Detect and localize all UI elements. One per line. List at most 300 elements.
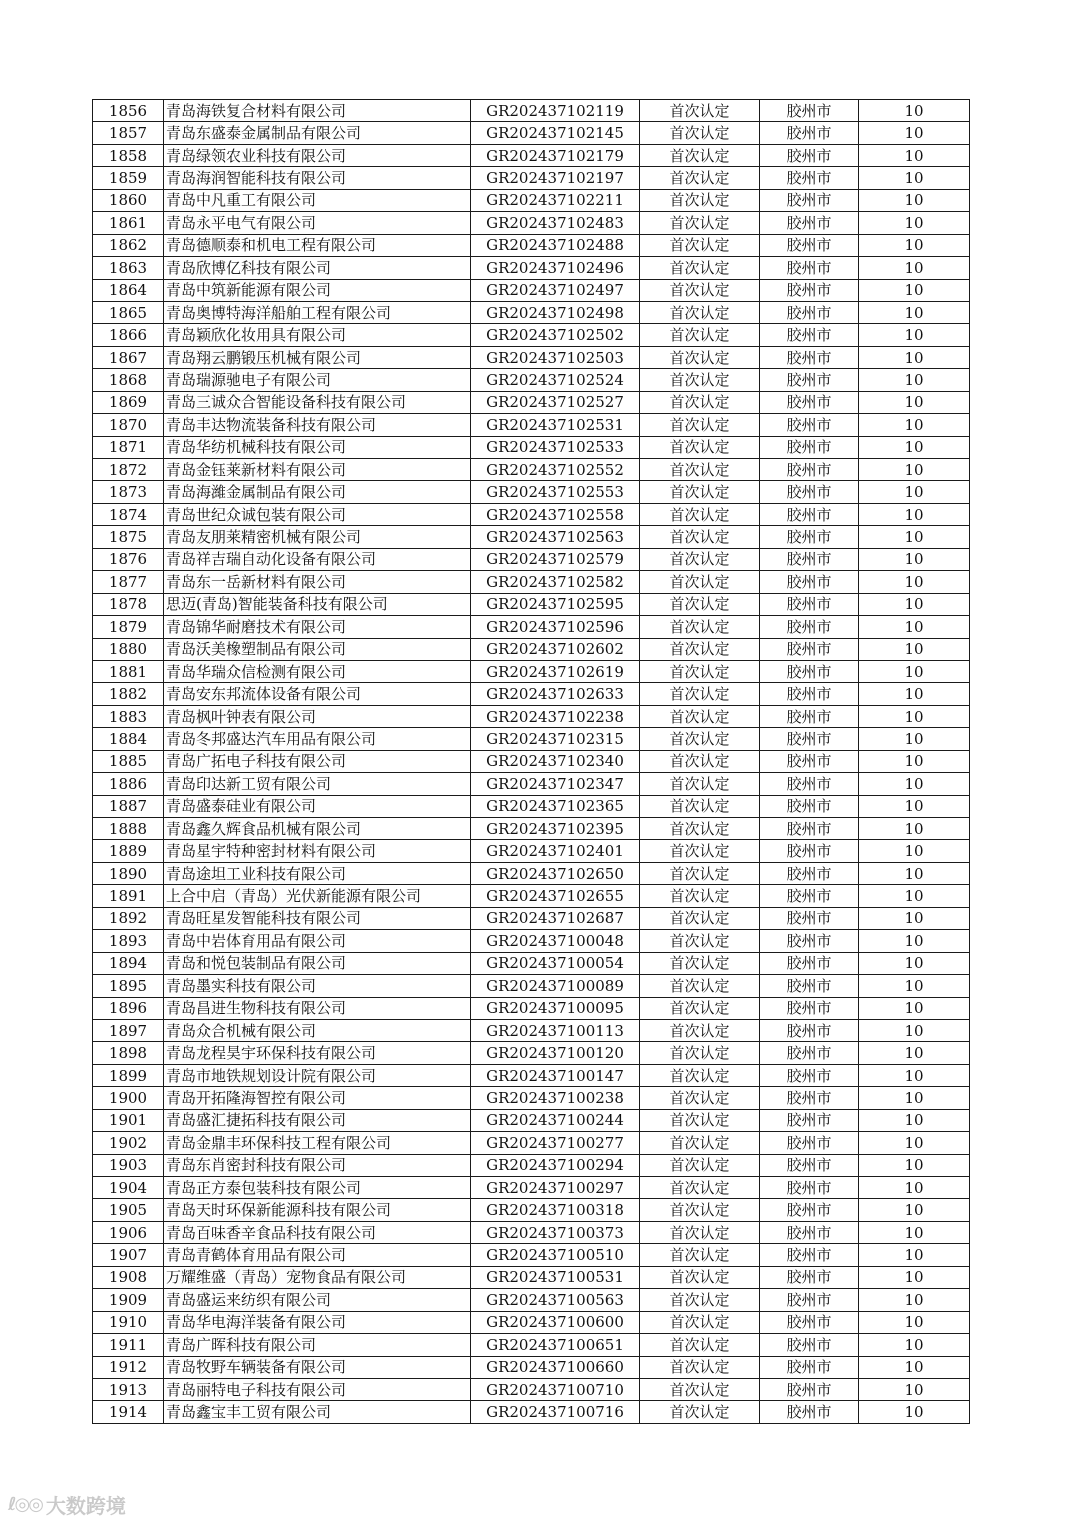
certification-type-cell: 首次认定: [640, 930, 760, 952]
certificate-code-cell: GR202437102579: [471, 548, 640, 570]
row-number-cell: 1907: [93, 1244, 164, 1266]
certification-type-cell: 首次认定: [640, 279, 760, 301]
score-cell: 10: [859, 548, 970, 570]
certification-type-cell: 首次认定: [640, 593, 760, 615]
certificate-code-cell: GR202437102395: [471, 818, 640, 840]
company-name-cell: 青岛欣博亿科技有限公司: [164, 257, 471, 279]
certificate-code-cell: GR202437102527: [471, 391, 640, 413]
row-number-cell: 1902: [93, 1132, 164, 1154]
city-cell: 胶州市: [760, 750, 859, 772]
certification-type-cell: 首次认定: [640, 750, 760, 772]
score-cell: 10: [859, 212, 970, 234]
city-cell: 胶州市: [760, 616, 859, 638]
certification-type-cell: 首次认定: [640, 1199, 760, 1221]
certificate-code-cell: GR202437100651: [471, 1334, 640, 1356]
company-name-cell: 万耀维盛（青岛）宠物食品有限公司: [164, 1266, 471, 1288]
score-cell: 10: [859, 391, 970, 413]
company-name-cell: 青岛中筑新能源有限公司: [164, 279, 471, 301]
row-number-cell: 1911: [93, 1334, 164, 1356]
row-number-cell: 1890: [93, 862, 164, 884]
certificate-code-cell: GR202437102558: [471, 503, 640, 525]
score-cell: 10: [859, 436, 970, 458]
company-name-cell: 青岛华瑞众信检测有限公司: [164, 660, 471, 682]
row-number-cell: 1870: [93, 414, 164, 436]
city-cell: 胶州市: [760, 346, 859, 368]
score-cell: 10: [859, 885, 970, 907]
company-name-cell: 青岛世纪众诚包装有限公司: [164, 503, 471, 525]
row-number-cell: 1883: [93, 705, 164, 727]
table-row: [93, 660, 970, 682]
table-row: [93, 548, 970, 570]
company-name-cell: 青岛金鼎丰环保科技工程有限公司: [164, 1132, 471, 1154]
row-number-cell: 1908: [93, 1266, 164, 1288]
score-cell: 10: [859, 459, 970, 481]
certification-type-cell: 首次认定: [640, 795, 760, 817]
row-number-cell: 1897: [93, 1019, 164, 1041]
certification-table: [92, 99, 970, 1424]
company-name-cell: 青岛东一岳新材料有限公司: [164, 571, 471, 593]
row-number-cell: 1906: [93, 1221, 164, 1243]
score-cell: 10: [859, 930, 970, 952]
row-number-cell: 1900: [93, 1087, 164, 1109]
city-cell: 胶州市: [760, 1378, 859, 1400]
certificate-code-cell: GR202437100563: [471, 1289, 640, 1311]
company-name-cell: 青岛丰达物流装备科技有限公司: [164, 414, 471, 436]
score-cell: 10: [859, 257, 970, 279]
row-number-cell: 1903: [93, 1154, 164, 1176]
certificate-code-cell: GR202437102533: [471, 436, 640, 458]
row-number-cell: 1869: [93, 391, 164, 413]
table-row: [93, 144, 970, 166]
certification-type-cell: 首次认定: [640, 234, 760, 256]
city-cell: 胶州市: [760, 1064, 859, 1086]
score-cell: 10: [859, 122, 970, 144]
certificate-code-cell: GR202437102524: [471, 369, 640, 391]
company-name-cell: 青岛鑫宝丰工贸有限公司: [164, 1401, 471, 1423]
certification-type-cell: 首次认定: [640, 907, 760, 929]
certification-type-cell: 首次认定: [640, 548, 760, 570]
table-row: [93, 683, 970, 705]
city-cell: 胶州市: [760, 571, 859, 593]
company-name-cell: 青岛昌进生物科技有限公司: [164, 997, 471, 1019]
company-name-cell: 青岛枫叶钟表有限公司: [164, 705, 471, 727]
row-number-cell: 1888: [93, 818, 164, 840]
city-cell: 胶州市: [760, 1132, 859, 1154]
table-row: [93, 975, 970, 997]
city-cell: 胶州市: [760, 795, 859, 817]
certification-type-cell: 首次认定: [640, 1221, 760, 1243]
certification-type-cell: 首次认定: [640, 167, 760, 189]
score-cell: 10: [859, 1042, 970, 1064]
city-cell: 胶州市: [760, 100, 859, 122]
table-row: [93, 212, 970, 234]
certificate-code-cell: GR202437100710: [471, 1378, 640, 1400]
score-cell: 10: [859, 481, 970, 503]
city-cell: 胶州市: [760, 1019, 859, 1041]
score-cell: 10: [859, 1087, 970, 1109]
score-cell: 10: [859, 862, 970, 884]
certificate-code-cell: GR202437102602: [471, 638, 640, 660]
row-number-cell: 1860: [93, 189, 164, 211]
table-row: [93, 952, 970, 974]
city-cell: 胶州市: [760, 818, 859, 840]
certification-type-cell: 首次认定: [640, 526, 760, 548]
certification-type-cell: 首次认定: [640, 1087, 760, 1109]
score-cell: 10: [859, 840, 970, 862]
table-row: [93, 1244, 970, 1266]
company-name-cell: 上合中启（青岛）光伏新能源有限公司: [164, 885, 471, 907]
row-number-cell: 1865: [93, 301, 164, 323]
certification-type-cell: 首次认定: [640, 840, 760, 862]
company-name-cell: 青岛安东邦流体设备有限公司: [164, 683, 471, 705]
company-name-cell: 青岛永平电气有限公司: [164, 212, 471, 234]
table-row: [93, 122, 970, 144]
company-name-cell: 青岛和悦包装制品有限公司: [164, 952, 471, 974]
score-cell: 10: [859, 189, 970, 211]
certification-type-cell: 首次认定: [640, 481, 760, 503]
certification-type-cell: 首次认定: [640, 1064, 760, 1086]
certificate-code-cell: GR202437100054: [471, 952, 640, 974]
city-cell: 胶州市: [760, 144, 859, 166]
city-cell: 胶州市: [760, 526, 859, 548]
company-name-cell: 青岛祥吉瑞自动化设备有限公司: [164, 548, 471, 570]
score-cell: 10: [859, 1311, 970, 1333]
city-cell: 胶州市: [760, 1109, 859, 1131]
certificate-code-cell: GR202437102488: [471, 234, 640, 256]
table-row: [93, 526, 970, 548]
city-cell: 胶州市: [760, 593, 859, 615]
city-cell: 胶州市: [760, 1221, 859, 1243]
row-number-cell: 1896: [93, 997, 164, 1019]
city-cell: 胶州市: [760, 885, 859, 907]
score-cell: 10: [859, 660, 970, 682]
certificate-code-cell: GR202437100600: [471, 1311, 640, 1333]
certification-type-cell: 首次认定: [640, 683, 760, 705]
certificate-code-cell: GR202437102498: [471, 301, 640, 323]
table-row: [93, 503, 970, 525]
row-number-cell: 1868: [93, 369, 164, 391]
row-number-cell: 1912: [93, 1356, 164, 1378]
row-number-cell: 1898: [93, 1042, 164, 1064]
row-number-cell: 1872: [93, 459, 164, 481]
score-cell: 10: [859, 526, 970, 548]
certification-type-cell: 首次认定: [640, 952, 760, 974]
city-cell: 胶州市: [760, 773, 859, 795]
certificate-code-cell: GR202437102595: [471, 593, 640, 615]
company-name-cell: 青岛冬邦盛达汽车用品有限公司: [164, 728, 471, 750]
company-name-cell: 青岛途坦工业科技有限公司: [164, 862, 471, 884]
city-cell: 胶州市: [760, 459, 859, 481]
certification-type-cell: 首次认定: [640, 1019, 760, 1041]
company-name-cell: 青岛东肖密封科技有限公司: [164, 1154, 471, 1176]
company-name-cell: 青岛牧野车辆装备有限公司: [164, 1356, 471, 1378]
score-cell: 10: [859, 324, 970, 346]
certification-type-cell: 首次认定: [640, 301, 760, 323]
table-row: [93, 279, 970, 301]
city-cell: 胶州市: [760, 1266, 859, 1288]
row-number-cell: 1864: [93, 279, 164, 301]
score-cell: 10: [859, 593, 970, 615]
certification-type-cell: 首次认定: [640, 1334, 760, 1356]
score-cell: 10: [859, 100, 970, 122]
city-cell: 胶州市: [760, 1334, 859, 1356]
city-cell: 胶州市: [760, 638, 859, 660]
certificate-code-cell: GR202437100089: [471, 975, 640, 997]
table-row: [93, 481, 970, 503]
table-row: [93, 818, 970, 840]
score-cell: 10: [859, 1177, 970, 1199]
row-number-cell: 1875: [93, 526, 164, 548]
table-row: [93, 1154, 970, 1176]
city-cell: 胶州市: [760, 1042, 859, 1064]
score-cell: 10: [859, 346, 970, 368]
city-cell: 胶州市: [760, 391, 859, 413]
city-cell: 胶州市: [760, 1311, 859, 1333]
company-name-cell: 青岛中岩体育用品有限公司: [164, 930, 471, 952]
score-cell: 10: [859, 975, 970, 997]
certificate-code-cell: GR202437102211: [471, 189, 640, 211]
certificate-code-cell: GR202437100660: [471, 1356, 640, 1378]
certificate-code-cell: GR202437100095: [471, 997, 640, 1019]
score-cell: 10: [859, 1221, 970, 1243]
row-number-cell: 1891: [93, 885, 164, 907]
city-cell: 胶州市: [760, 189, 859, 211]
table-row: [93, 1109, 970, 1131]
row-number-cell: 1901: [93, 1109, 164, 1131]
watermark-text: 大数跨境: [45, 1494, 126, 1518]
table-row: [93, 436, 970, 458]
table-row: [93, 750, 970, 772]
row-number-cell: 1892: [93, 907, 164, 929]
table-row: [93, 1132, 970, 1154]
table-body: [93, 100, 970, 1424]
row-number-cell: 1895: [93, 975, 164, 997]
company-name-cell: 青岛盛运来纺织有限公司: [164, 1289, 471, 1311]
table-row: [93, 1042, 970, 1064]
company-name-cell: 青岛友朋莱精密机械有限公司: [164, 526, 471, 548]
certificate-code-cell: GR202437102596: [471, 616, 640, 638]
certificate-code-cell: GR202437102179: [471, 144, 640, 166]
score-cell: 10: [859, 234, 970, 256]
row-number-cell: 1894: [93, 952, 164, 974]
row-number-cell: 1877: [93, 571, 164, 593]
score-cell: 10: [859, 728, 970, 750]
certificate-code-cell: GR202437102315: [471, 728, 640, 750]
certificate-code-cell: GR202437102582: [471, 571, 640, 593]
row-number-cell: 1905: [93, 1199, 164, 1221]
certificate-code-cell: GR202437100510: [471, 1244, 640, 1266]
row-number-cell: 1856: [93, 100, 164, 122]
table-row: [93, 1356, 970, 1378]
row-number-cell: 1909: [93, 1289, 164, 1311]
company-name-cell: 青岛海濰金属制品有限公司: [164, 481, 471, 503]
score-cell: 10: [859, 1019, 970, 1041]
certificate-code-cell: GR202437102687: [471, 907, 640, 929]
company-name-cell: 青岛正方泰包装科技有限公司: [164, 1177, 471, 1199]
score-cell: 10: [859, 773, 970, 795]
certification-type-cell: 首次认定: [640, 660, 760, 682]
certification-type-cell: 首次认定: [640, 324, 760, 346]
city-cell: 胶州市: [760, 907, 859, 929]
row-number-cell: 1880: [93, 638, 164, 660]
city-cell: 胶州市: [760, 234, 859, 256]
score-cell: 10: [859, 1244, 970, 1266]
company-name-cell: 青岛东盛泰金属制品有限公司: [164, 122, 471, 144]
certification-type-cell: 首次认定: [640, 212, 760, 234]
score-cell: 10: [859, 997, 970, 1019]
certification-type-cell: 首次认定: [640, 144, 760, 166]
row-number-cell: 1879: [93, 616, 164, 638]
table-row: [93, 840, 970, 862]
company-name-cell: 青岛盛泰硅业有限公司: [164, 795, 471, 817]
city-cell: 胶州市: [760, 1199, 859, 1221]
certificate-code-cell: GR202437100716: [471, 1401, 640, 1423]
table-row: [93, 1177, 970, 1199]
row-number-cell: 1876: [93, 548, 164, 570]
certification-type-cell: 首次认定: [640, 1401, 760, 1423]
city-cell: 胶州市: [760, 728, 859, 750]
row-number-cell: 1887: [93, 795, 164, 817]
certification-type-cell: 首次认定: [640, 705, 760, 727]
certification-type-cell: 首次认定: [640, 1289, 760, 1311]
certification-type-cell: 首次认定: [640, 571, 760, 593]
city-cell: 胶州市: [760, 436, 859, 458]
certificate-code-cell: GR202437102633: [471, 683, 640, 705]
certificate-code-cell: GR202437100147: [471, 1064, 640, 1086]
row-number-cell: 1866: [93, 324, 164, 346]
row-number-cell: 1914: [93, 1401, 164, 1423]
city-cell: 胶州市: [760, 257, 859, 279]
score-cell: 10: [859, 503, 970, 525]
company-name-cell: 青岛华电海洋装备有限公司: [164, 1311, 471, 1333]
city-cell: 胶州市: [760, 660, 859, 682]
score-cell: 10: [859, 1266, 970, 1288]
certificate-code-cell: GR202437100238: [471, 1087, 640, 1109]
company-name-cell: 青岛翔云鹏锻压机械有限公司: [164, 346, 471, 368]
city-cell: 胶州市: [760, 1177, 859, 1199]
certificate-code-cell: GR202437102552: [471, 459, 640, 481]
city-cell: 胶州市: [760, 1289, 859, 1311]
table-row: [93, 1311, 970, 1333]
score-cell: 10: [859, 818, 970, 840]
certificate-code-cell: GR202437100244: [471, 1109, 640, 1131]
company-name-cell: 青岛广晖科技有限公司: [164, 1334, 471, 1356]
certification-type-cell: 首次认定: [640, 100, 760, 122]
city-cell: 胶州市: [760, 952, 859, 974]
certification-type-cell: 首次认定: [640, 818, 760, 840]
certificate-code-cell: GR202437100120: [471, 1042, 640, 1064]
certificate-code-cell: GR202437100297: [471, 1177, 640, 1199]
certificate-code-cell: GR202437100277: [471, 1132, 640, 1154]
certification-type-cell: 首次认定: [640, 1154, 760, 1176]
certificate-code-cell: GR202437102119: [471, 100, 640, 122]
certification-type-cell: 首次认定: [640, 638, 760, 660]
city-cell: 胶州市: [760, 481, 859, 503]
certification-type-cell: 首次认定: [640, 1132, 760, 1154]
row-number-cell: 1904: [93, 1177, 164, 1199]
certification-type-cell: 首次认定: [640, 436, 760, 458]
city-cell: 胶州市: [760, 1244, 859, 1266]
certification-type-cell: 首次认定: [640, 503, 760, 525]
table-row: [93, 1401, 970, 1423]
company-name-cell: 青岛开拓隆海智控有限公司: [164, 1087, 471, 1109]
certificate-code-cell: GR202437102340: [471, 750, 640, 772]
score-cell: 10: [859, 638, 970, 660]
certificate-code-cell: GR202437102365: [471, 795, 640, 817]
score-cell: 10: [859, 1064, 970, 1086]
table-row: [93, 346, 970, 368]
table-row: [93, 369, 970, 391]
certification-type-cell: 首次认定: [640, 1356, 760, 1378]
row-number-cell: 1899: [93, 1064, 164, 1086]
city-cell: 胶州市: [760, 301, 859, 323]
table-row: [93, 414, 970, 436]
camera-lens-logo-icon: ℓ◎◎: [8, 1494, 42, 1515]
score-cell: 10: [859, 616, 970, 638]
table-row: [93, 257, 970, 279]
table-row: [93, 885, 970, 907]
certificate-code-cell: GR202437100048: [471, 930, 640, 952]
certification-type-cell: 首次认定: [640, 1244, 760, 1266]
table-row: [93, 167, 970, 189]
score-cell: 10: [859, 750, 970, 772]
row-number-cell: 1874: [93, 503, 164, 525]
city-cell: 胶州市: [760, 212, 859, 234]
table-row: [93, 638, 970, 660]
company-name-cell: 青岛百味香辛食品科技有限公司: [164, 1221, 471, 1243]
certification-type-cell: 首次认定: [640, 189, 760, 211]
city-cell: 胶州市: [760, 705, 859, 727]
row-number-cell: 1871: [93, 436, 164, 458]
table-row: [93, 1019, 970, 1041]
company-name-cell: 青岛市地铁规划设计院有限公司: [164, 1064, 471, 1086]
row-number-cell: 1889: [93, 840, 164, 862]
company-name-cell: 青岛奥博特海洋船舶工程有限公司: [164, 301, 471, 323]
table-row: [93, 907, 970, 929]
city-cell: 胶州市: [760, 1401, 859, 1423]
certification-type-cell: 首次认定: [640, 862, 760, 884]
row-number-cell: 1859: [93, 167, 164, 189]
score-cell: 10: [859, 1199, 970, 1221]
certificate-code-cell: GR202437102563: [471, 526, 640, 548]
table-row: [93, 100, 970, 122]
certification-type-cell: 首次认定: [640, 773, 760, 795]
certification-type-cell: 首次认定: [640, 459, 760, 481]
certification-type-cell: 首次认定: [640, 616, 760, 638]
certificate-code-cell: GR202437100531: [471, 1266, 640, 1288]
city-cell: 胶州市: [760, 975, 859, 997]
table-row: [93, 1378, 970, 1400]
certification-type-cell: 首次认定: [640, 346, 760, 368]
score-cell: 10: [859, 1334, 970, 1356]
certificate-code-cell: GR202437102483: [471, 212, 640, 234]
table-row: [93, 1221, 970, 1243]
certification-type-cell: 首次认定: [640, 885, 760, 907]
certificate-code-cell: GR202437102145: [471, 122, 640, 144]
certification-type-cell: 首次认定: [640, 257, 760, 279]
company-name-cell: 青岛三诚众合智能设备科技有限公司: [164, 391, 471, 413]
company-name-cell: 青岛绿领农业科技有限公司: [164, 144, 471, 166]
score-cell: 10: [859, 167, 970, 189]
certificate-code-cell: GR202437100113: [471, 1019, 640, 1041]
table-row: [93, 324, 970, 346]
certification-type-cell: 首次认定: [640, 728, 760, 750]
city-cell: 胶州市: [760, 503, 859, 525]
table-row: [93, 189, 970, 211]
certificate-code-cell: GR202437102496: [471, 257, 640, 279]
score-cell: 10: [859, 301, 970, 323]
company-name-cell: 青岛德顺泰和机电工程有限公司: [164, 234, 471, 256]
